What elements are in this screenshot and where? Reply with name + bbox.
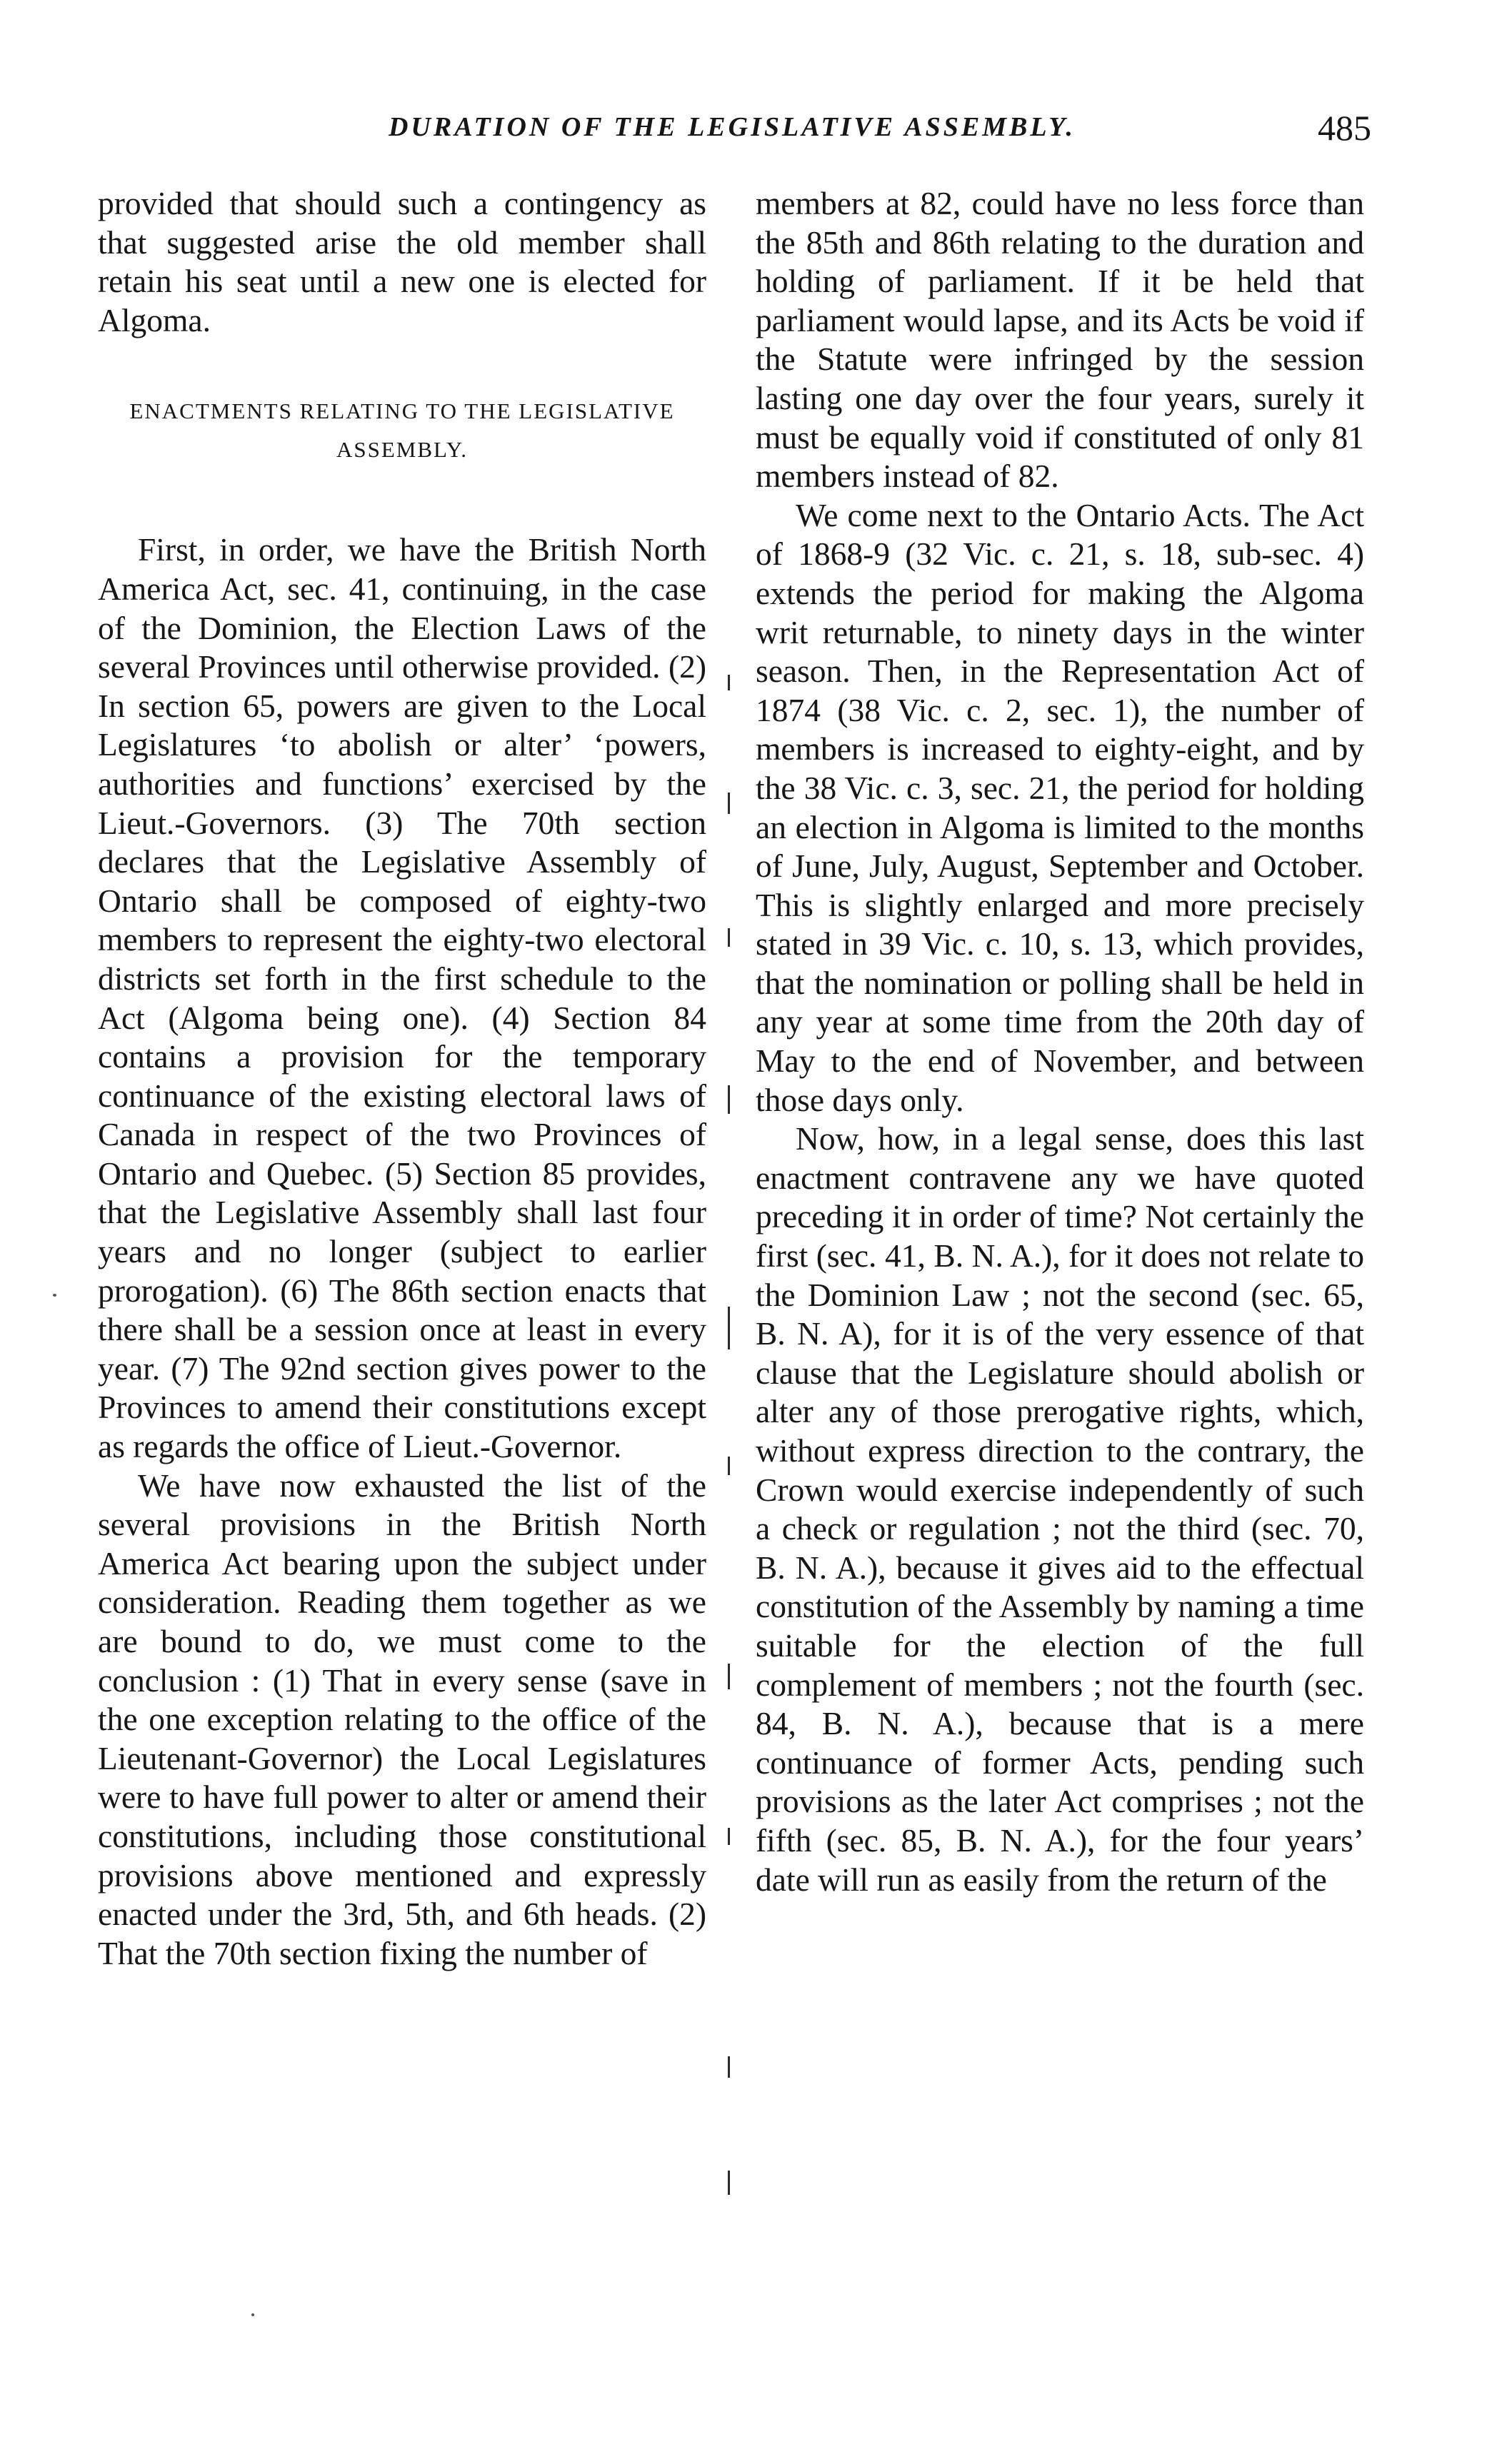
print-speck: [53, 1294, 56, 1297]
print-speck: [251, 2313, 254, 2316]
left-column: [98, 184, 706, 1973]
running-title: DURATION OF THE LEGISLATIVE ASSEMBLY.: [388, 112, 1076, 142]
gutter-print-mark: [728, 793, 730, 814]
gutter-print-mark: [728, 1457, 730, 1475]
gutter-print-mark: [728, 2171, 730, 2195]
gutter-print-mark: [728, 2056, 730, 2078]
gutter-print-mark: [728, 1828, 730, 1845]
page-number: 485: [1318, 108, 1371, 148]
paragraph: Now, how, in a legal sense, does this last enactment contravene any we have quoted preceding it in order of time? Not certainly the first (sec. 41, B. N. A.), for it does not relate to the Dominion Law ; not the second (sec. 65, B. N. A), for it is of the very essence of that clause that the Legislature should abolish or alter any of those prerogative rights, which, without express direction to the contrary, the Crown would exercise independently of such a check or regulation ; not the third (sec. 70, B. N. A.), because it gives aid to the effectual constitution of the Assembly by naming a time suitable for the election of the full complement of members ; not the fourth (sec. 84, B. N. A.), because that is a mere continuance of former Acts, pending such provisions as the later Act comprises ; not the fifth (sec. 85, B. N. A.), for the four years’ date will run as easily from the return of the: [756, 1120, 1364, 1898]
section-heading: ENACTMENTS RELATING TO THE LEGISLATIVE ASSEMBLY.: [129, 398, 675, 463]
paragraph: First, in order, we have the British North America Act, sec. 41, continuing, in the case of the Dominion, the Election Laws of the several Provinces until otherwise provided. (2) In section 65, powers are given to the Local Legislatures ‘to abolish or alter’ ‘powers, authorities and functions’ exercised by the Lieut.-Governors. (3) The 70th section declares that the Legislative Assembly of Ontario shall be composed of eighty-two members to represent the eighty-two electoral districts set forth in the first schedule to the Act (Algoma being one). (4) Section 84 contains a provision for the temporary continuance of the existing electoral laws of Canada in respect of the two Provinces of Ontario and Quebec. (5) Section 85 provides, that the Legislative Assembly shall last four years and no longer (subject to earlier prorogation). (6) The 86th section enacts that there shall be a session once at least in every year. (7) The 92nd section gives power to the Provinces to amend their constitutions except as regards the office of Lieut.-Governor.: [98, 531, 706, 1465]
paragraph: members at 82, could have no less force than the 85th and 86th relating to the duration and holding of parliament. If it be held that parliament would lapse, and its Acts be void if the Statute were infringed by the session lasting one day over the four years, surely it must be equally void if constituted of only 81 members instead of 82.: [756, 185, 1364, 495]
paragraph: We have now exhausted the list of the several provisions in the British North America Act bearing upon the subject under consideration. Reading them together as we are bound to do, we must come to the conclusion : (1) That in every sense (save in the one exception relating to the office of the Lieutenant-Governor) the Local Legislatures were to have full power to alter or amend their constitutions, including those constitutional provisions above mentioned and expressly enacted under the 3rd, 5th, and 6th heads. (2) That the 70th section fixing the number of: [98, 1467, 706, 1971]
gutter-print-mark: [728, 1085, 730, 1114]
paragraph: We come next to the Ontario Acts. The Act of 1868-9 (32 Vic. c. 21, s. 18, sub-sec. 4) extends the period for making the Algoma writ returnable, to ninety days in the winter season. Then, in the Representation Act of 1874 (38 Vic. c. 2, sec. 1), the number of members is increased to eighty-eight, and by the 38 Vic. c. 3, sec. 21, the period for holding an election in Algoma is limited to the months of June, July, August, September and October. This is slightly enlarged and more precisely stated in 39 Vic. c. 10, s. 13, which provides, that the nomination or polling shall be held in any year at some time from the 20th day of May to the end of November, and between those days only.: [756, 496, 1364, 1118]
gutter-print-mark: [728, 928, 730, 947]
paragraph: provided that should such a contingency as that suggested arise the old member shall retain his seat until a new one is elected for Algoma.: [98, 185, 706, 338]
gutter-print-mark: [728, 675, 730, 690]
right-column: [756, 184, 1364, 1899]
running-header: [93, 107, 1371, 157]
gutter-print-mark: [728, 1307, 730, 1349]
gutter-print-mark: [728, 1664, 730, 1689]
